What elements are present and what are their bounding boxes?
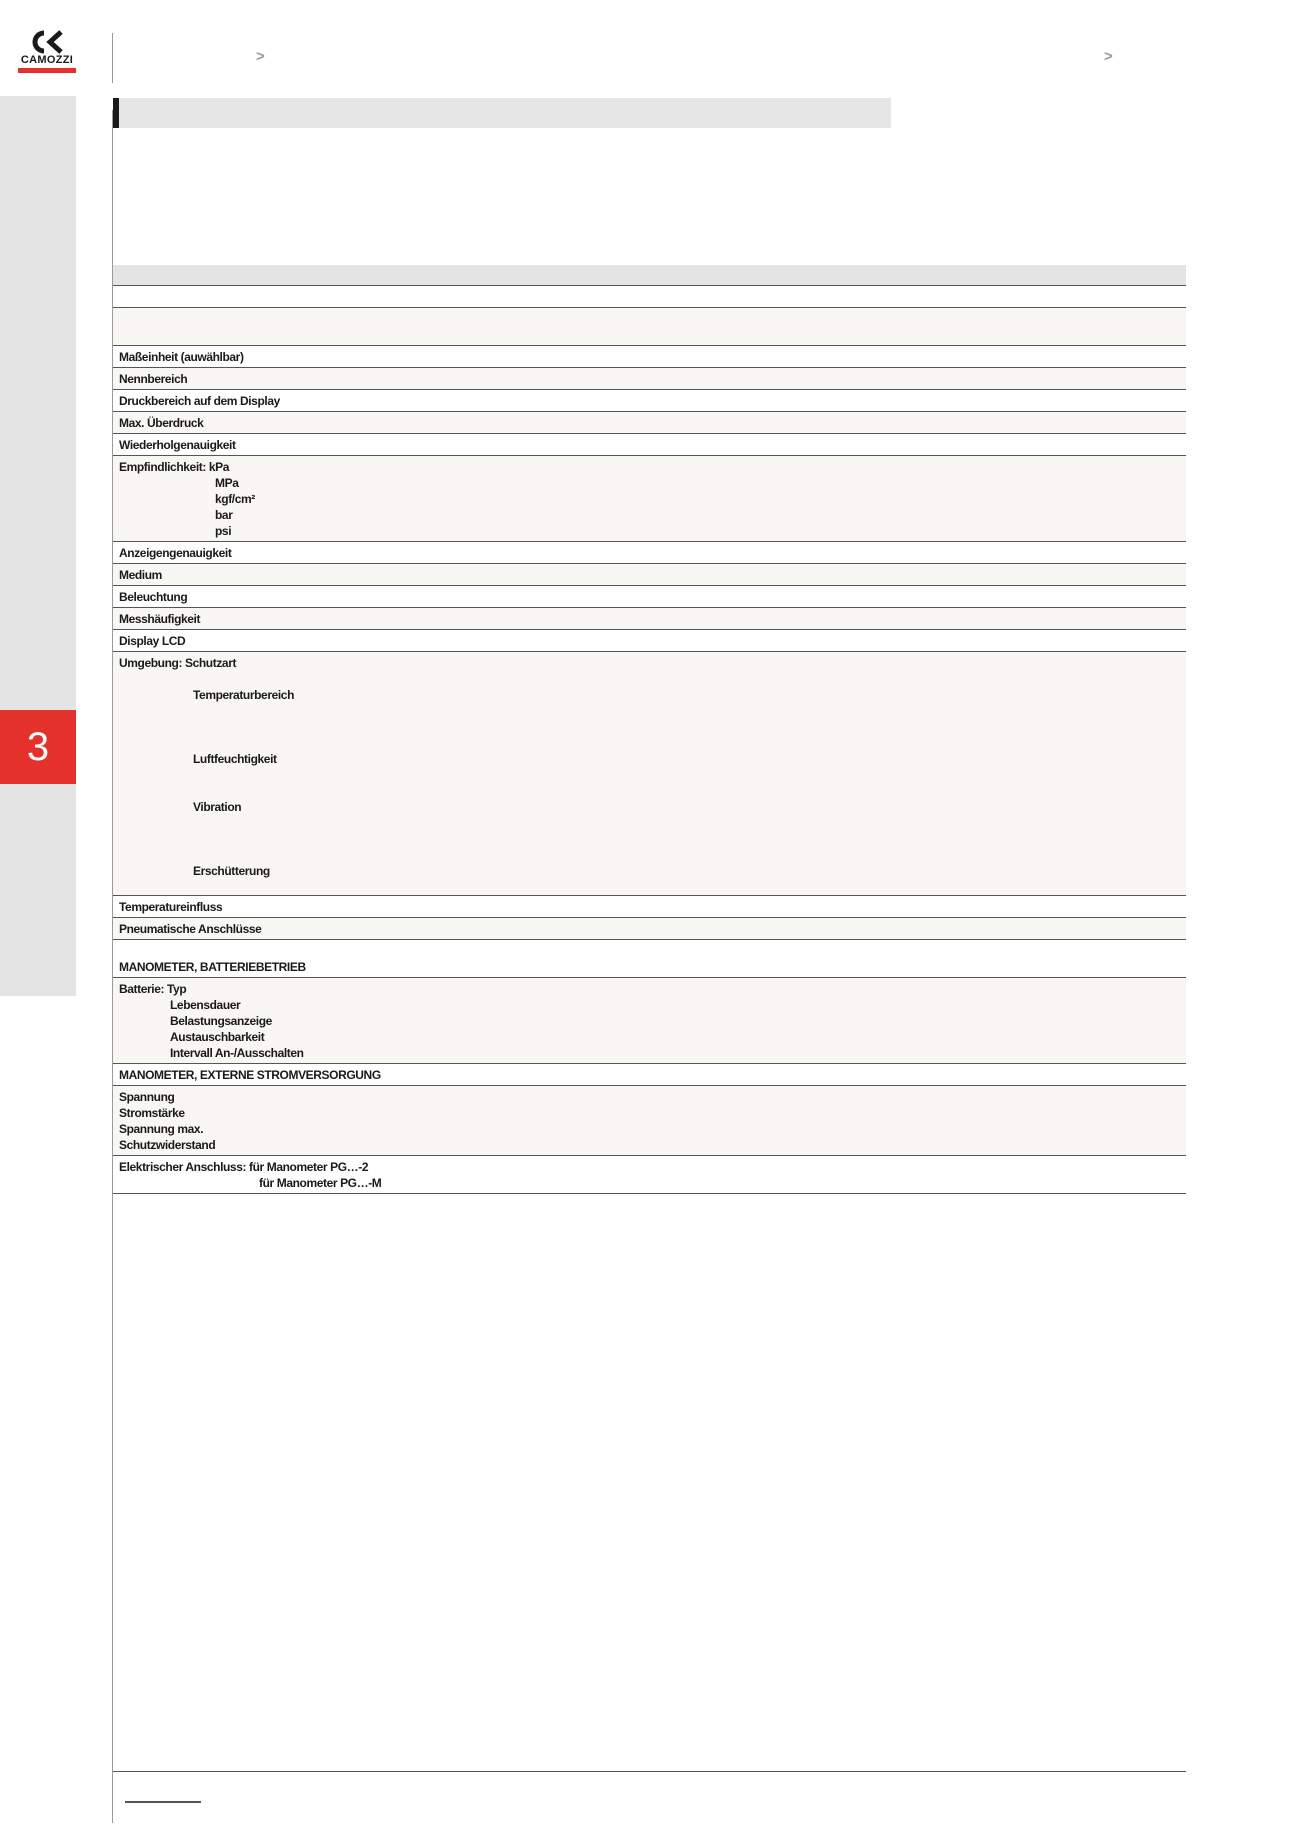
chapter-side-tab [0, 96, 76, 996]
row-sublabel: für Manometer PG…-M [259, 1176, 382, 1190]
footer-rule [125, 1801, 201, 1803]
row-label: Medium [119, 568, 162, 582]
section-title-bar [113, 98, 891, 128]
row-label: Wiederholgenauigkeit [119, 438, 236, 452]
table-row [113, 940, 1186, 978]
row-sublabel: Lebensdauer [170, 998, 241, 1012]
logo-wordmark: CAMOZZI [20, 54, 74, 66]
camozzi-logo [18, 30, 76, 76]
row-sublabel: Luftfeuchtigkeit [193, 752, 277, 766]
row-label: Display LCD [119, 634, 186, 648]
table-row [113, 630, 1186, 652]
row-sublabel: Erschütterung [193, 864, 270, 878]
page-bottom-rule [113, 1771, 1186, 1772]
spec-table [113, 265, 1186, 1194]
table-row [113, 308, 1186, 346]
breadcrumb-arrow-left[interactable]: > [256, 48, 265, 65]
table-row [113, 564, 1186, 586]
camozzi-logo-icon [30, 30, 64, 54]
section-heading: MANOMETER, BATTERIEBETRIEB [119, 960, 306, 974]
table-row [113, 1064, 1186, 1086]
table-row [113, 608, 1186, 630]
table-row [113, 456, 1186, 542]
row-label: Temperatureinfluss [119, 900, 223, 914]
footer-margin-line [112, 1775, 113, 1823]
row-sublabel: Intervall An-/Ausschalten [170, 1046, 304, 1060]
table-row [113, 390, 1186, 412]
table-row [113, 896, 1186, 918]
row-sublabel: Vibration [193, 800, 242, 814]
row-label: Max. Überdruck [119, 416, 204, 430]
row-label: Messhäufigkeit [119, 612, 201, 626]
row-label: Beleuchtung [119, 590, 188, 604]
table-row [113, 368, 1186, 390]
table-row [113, 652, 1186, 896]
row-label: Druckbereich auf dem Display [119, 394, 280, 408]
row-sublabel: MPa [215, 476, 239, 490]
row-sublabel: Austauschbarkeit [170, 1030, 265, 1044]
table-row [113, 918, 1186, 940]
row-sublabel: psi [215, 524, 232, 538]
row-label: Elektrischer Anschluss: für Manometer PG…-2 [119, 1160, 369, 1174]
row-label: Spannung [119, 1090, 175, 1104]
row-sublabel: Schutzwiderstand [119, 1138, 216, 1152]
row-label: Batterie: Typ [119, 982, 187, 996]
row-sublabel: Spannung max. [119, 1122, 204, 1136]
logo-red-bar [18, 68, 76, 73]
row-sublabel: Belastungsanzeige [170, 1014, 272, 1028]
row-label: Empfindlichkeit: kPa [119, 460, 230, 474]
section-heading: MANOMETER, EXTERNE STROMVERSORGUNG [119, 1068, 381, 1082]
row-label: Maßeinheit (auwählbar) [119, 350, 244, 364]
row-label: Pneumatische Anschlüsse [119, 922, 262, 936]
row-sublabel: kgf/cm² [215, 492, 255, 506]
table-row [113, 586, 1186, 608]
row-label: Umgebung: Schutzart [119, 656, 237, 670]
table-row [113, 346, 1186, 368]
row-sublabel: Temperaturbereich [193, 688, 295, 702]
title-accent [113, 98, 119, 128]
row-label: Anzeigengenauigkeit [119, 546, 232, 560]
table-row [113, 542, 1186, 564]
row-sublabel: bar [215, 508, 233, 522]
header-divider [112, 33, 113, 83]
breadcrumb-arrow-right[interactable]: > [1104, 48, 1113, 65]
table-row [113, 1086, 1186, 1156]
row-sublabel: Stromstärke [119, 1106, 185, 1120]
chapter-number-tab[interactable]: 3 [0, 710, 76, 784]
table-row [113, 978, 1186, 1064]
row-label: Nennbereich [119, 372, 188, 386]
table-row [113, 1156, 1186, 1194]
table-header [113, 265, 1186, 286]
table-row [113, 412, 1186, 434]
table-row [113, 434, 1186, 456]
table-row [113, 286, 1186, 308]
